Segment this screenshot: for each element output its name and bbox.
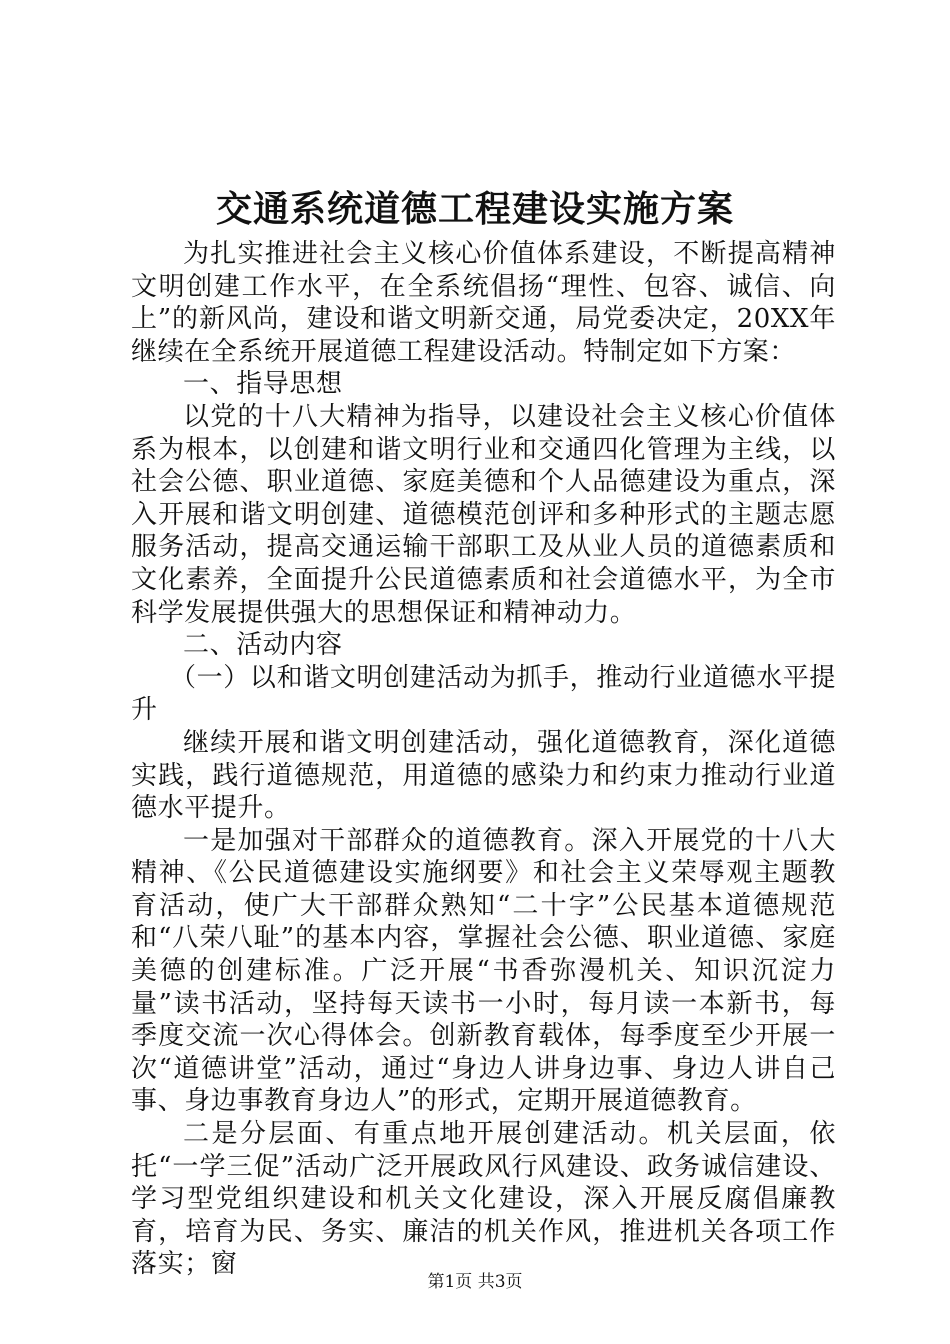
- paragraph-harmony-civilization: 继续开展和谐文明创建活动，强化道德教育，深化道德实践，践行道德规范，用道德的感染力和约束力推动行业道德水平提升。: [131, 727, 836, 824]
- paragraph-guiding-ideology: 以党的十八大精神为指导，以建设社会主义核心价值体系为根本，以创建和谐文明行业和交通四化管理为主线，以社会公德、职业道德、家庭美德和个人品德建设为重点，深入开展和谐文明创建、道德模范创评和多种形式的主题志愿服务活动，提高交通运输干部职工及从业人员的道德素质和文化素养，全面提升公民道德素质和社会道德水平，为全市科学发展提供强大的思想保证和精神动力。: [131, 401, 836, 628]
- paragraph-intro: 为扎实推进社会主义核心价值体系建设，不断提高精神文明创建工作水平，在全系统倡扬“理性、包容、诚信、向上”的新风尚，建设和谐文明新交通，局党委决定，20XX年继续在全系统开展道德工程建设活动。特制定如下方案：: [131, 239, 836, 367]
- page-footer: 第1页 共3页: [427, 1272, 523, 1292]
- document-title: 交通系统道德工程建设实施方案: [215, 188, 734, 230]
- paragraph-moral-education: 一是加强对干部群众的道德教育。深入开展党的十八大精神、《公民道德建设实施纲要》和社会主义荣辱观主题教育活动，使广大干部群众熟知“二十字”公民基本道德规范和“八荣八耻”的基本内容，掌握社会公德、职业道德、家庭美德的创建标准。广泛开展“书香弥漫机关、知识沉淀力量”读书活动，坚持每天读书一小时，每月读一本新书，每季度交流一次心得体会。创新教育载体，每季度至少开展一次“道德讲堂”活动，通过“身边人讲身边事、身边人讲自己事、身边事教育身边人”的形式，定期开展道德教育。: [131, 825, 836, 1117]
- heading-guiding-ideology: 一、指导思想: [183, 369, 343, 400]
- document-body: [131, 238, 836, 1281]
- heading-activity-content: 二、活动内容: [183, 630, 343, 661]
- paragraph-layered-activities: 二是分层面、有重点地开展创建活动。机关层面，依托“一学三促”活动广泛开展政风行风建设、政务诚信建设、学习型党组织建设和机关文化建设，深入开展反腐倡廉教育，培育为民、务实、廉洁的机关作风，推进机关各项工作落实；窗: [131, 1119, 836, 1280]
- subheading-harmony-civilization: （一）以和谐文明创建活动为抓手，推动行业道德水平提升: [131, 662, 836, 726]
